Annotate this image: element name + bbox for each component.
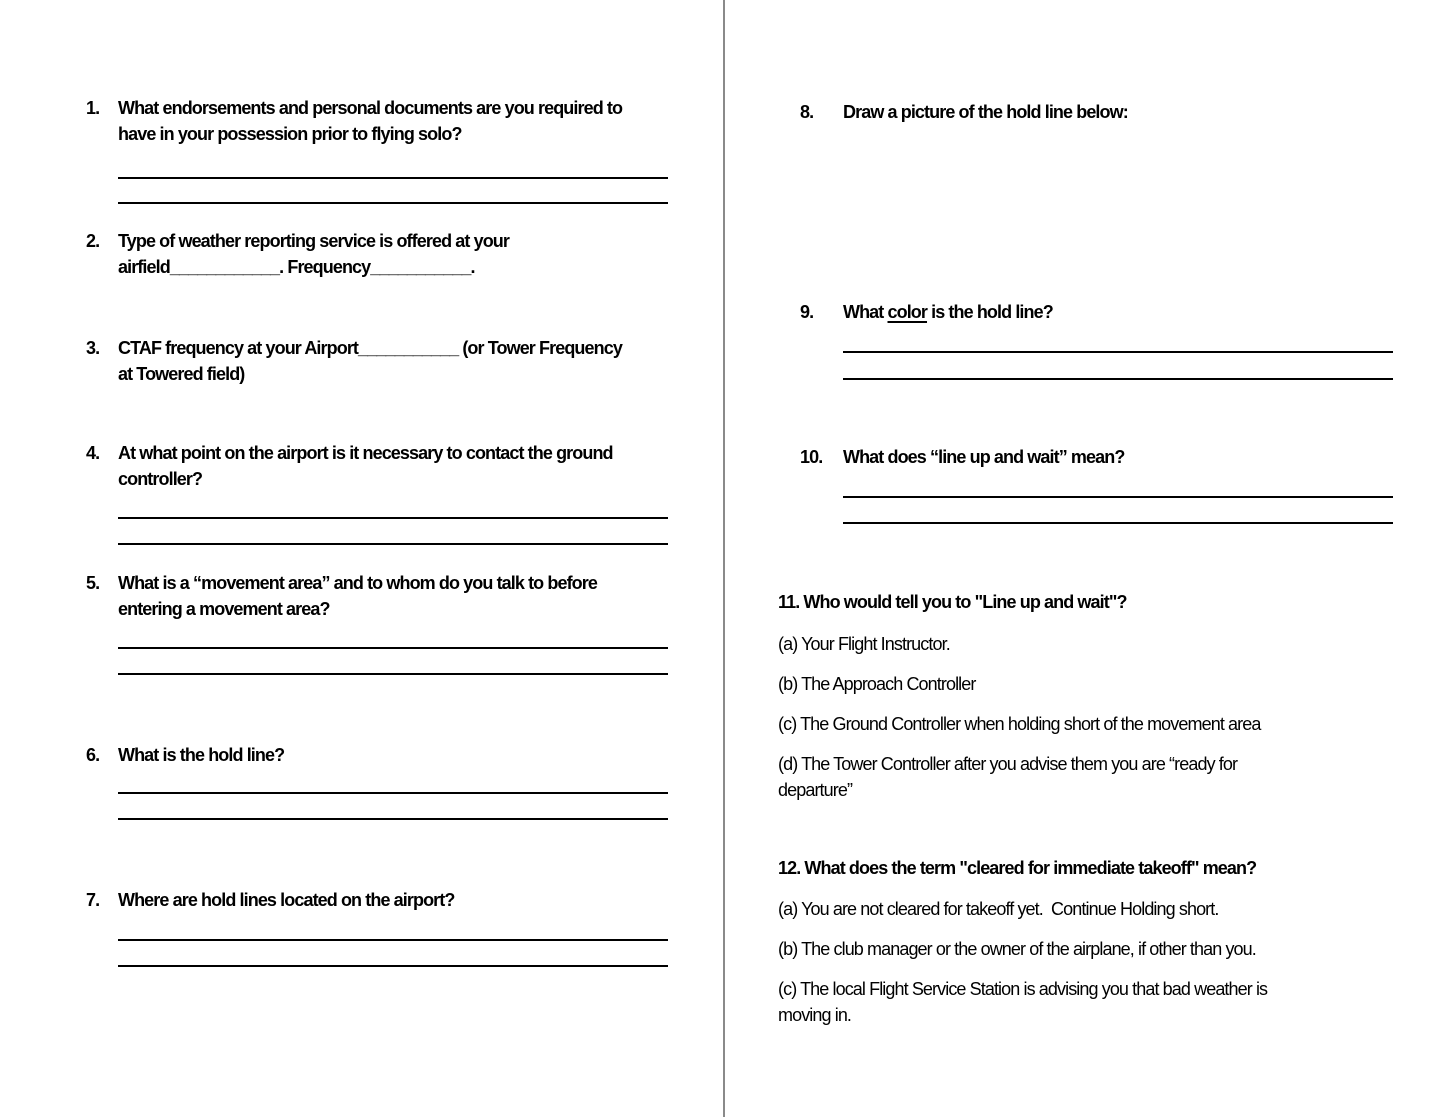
question-11-heading (778, 589, 1127, 615)
option-b-text: (b) The club manager or the owner of the airplane, if other than you. (778, 939, 1256, 959)
question-5-line-2: entering a movement area? (118, 599, 330, 619)
question-7-line-1: Where are hold lines located on the airport? (118, 890, 455, 910)
answer-blank-line (118, 517, 668, 519)
answer-blank-line (843, 378, 1393, 380)
question-11-option-c (778, 711, 1260, 737)
question-1 (86, 95, 622, 147)
question-3-number: 3. (86, 338, 100, 358)
option-c-line-2: moving in. (778, 1005, 852, 1025)
option-c-text: (c) The Ground Controller when holding short of the movement area (778, 714, 1261, 734)
question-11-option-d (778, 751, 1237, 803)
question-2 (86, 228, 509, 280)
question-8-text (843, 99, 1128, 125)
answer-blank-line (118, 673, 668, 675)
answer-blank-line (118, 177, 668, 179)
question-11-option-b (778, 671, 975, 697)
option-b-text: (b) The Approach Controller (778, 674, 976, 694)
option-a-text: (a) Your Flight Instructor. (778, 634, 950, 654)
question-11-option-a (778, 631, 950, 657)
question-10 (800, 444, 1124, 470)
question-5-text (118, 570, 597, 622)
question-6 (86, 742, 284, 768)
question-5-number: 5. (86, 573, 100, 593)
question-2-line-1: Type of weather reporting service is offered at your (118, 231, 509, 251)
answer-blank-line (118, 543, 668, 545)
question-4 (86, 440, 613, 492)
question-3-line-1: CTAF frequency at your Airport___________ (or Tower Frequency (118, 338, 622, 358)
question-10-number: 10. (800, 447, 823, 467)
question-2-line-2: airfield____________. Frequency___________. (118, 257, 475, 277)
question-1-line-2: have in your possession prior to flying solo? (118, 124, 462, 144)
answer-blank-line (118, 202, 668, 204)
question-5 (86, 570, 597, 622)
question-8-number: 8. (800, 102, 814, 122)
question-1-line-1: What endorsements and personal documents are you required to (118, 98, 623, 118)
question-2-number: 2. (86, 231, 100, 251)
answer-blank-line (118, 818, 668, 820)
question-4-text (118, 440, 613, 492)
question-3 (86, 335, 622, 387)
answer-blank-line (843, 522, 1393, 524)
question-4-line-2: controller? (118, 469, 203, 489)
question-7 (86, 887, 454, 913)
option-c-line-1: (c) The local Flight Service Station is advising you that bad weather is (778, 979, 1268, 999)
option-a-text: (a) You are not cleared for takeoff yet. Continue Holding short. (778, 899, 1219, 919)
answer-blank-line (118, 647, 668, 649)
question-2-text (118, 228, 509, 280)
question-6-number: 6. (86, 745, 100, 765)
question-12-option-c (778, 976, 1267, 1028)
question-4-number: 4. (86, 443, 100, 463)
question-12-option-a (778, 896, 1218, 922)
question-3-line-2: at Towered field) (118, 364, 245, 384)
answer-blank-line (843, 351, 1393, 353)
question-12-heading (778, 855, 1256, 881)
option-d-line-1: (d) The Tower Controller after you advise them you are “ready for (778, 754, 1238, 774)
question-3-text (118, 335, 622, 387)
question-1-number: 1. (86, 98, 100, 118)
question-9 (800, 299, 1053, 325)
answer-blank-line (118, 939, 668, 941)
question-6-line-1: What is the hold line? (118, 745, 285, 765)
question-12-heading-text: 12. What does the term "cleared for immediate takeoff" mean? (778, 858, 1257, 878)
question-7-text (118, 887, 454, 913)
option-d-line-2: departure” (778, 780, 853, 800)
question-9-line-1 (843, 299, 1053, 325)
question-10-text (843, 444, 1124, 470)
question-8-line-1: Draw a picture of the hold line below: (843, 102, 1128, 122)
question-9-post: is the hold line? (927, 302, 1053, 322)
question-12-option-b (778, 936, 1256, 962)
question-6-text (118, 742, 284, 768)
answer-blank-line (118, 792, 668, 794)
question-9-number: 9. (800, 302, 814, 322)
question-8 (800, 99, 1128, 125)
question-7-number: 7. (86, 890, 100, 910)
question-10-line-1: What does “line up and wait” mean? (843, 447, 1125, 467)
answer-blank-line (843, 496, 1393, 498)
question-9-pre: What (843, 302, 888, 322)
question-5-line-1: What is a “movement area” and to whom do you talk to before (118, 573, 597, 593)
question-9-text (843, 299, 1053, 325)
question-1-text (118, 95, 622, 147)
question-4-line-1: At what point on the airport is it necessary to contact the ground (118, 443, 613, 463)
question-11-heading-text: 11. Who would tell you to "Line up and wait"? (778, 592, 1127, 612)
question-9-underlined-word: color (887, 302, 928, 322)
answer-blank-line (118, 965, 668, 967)
page-divider (723, 0, 725, 1117)
